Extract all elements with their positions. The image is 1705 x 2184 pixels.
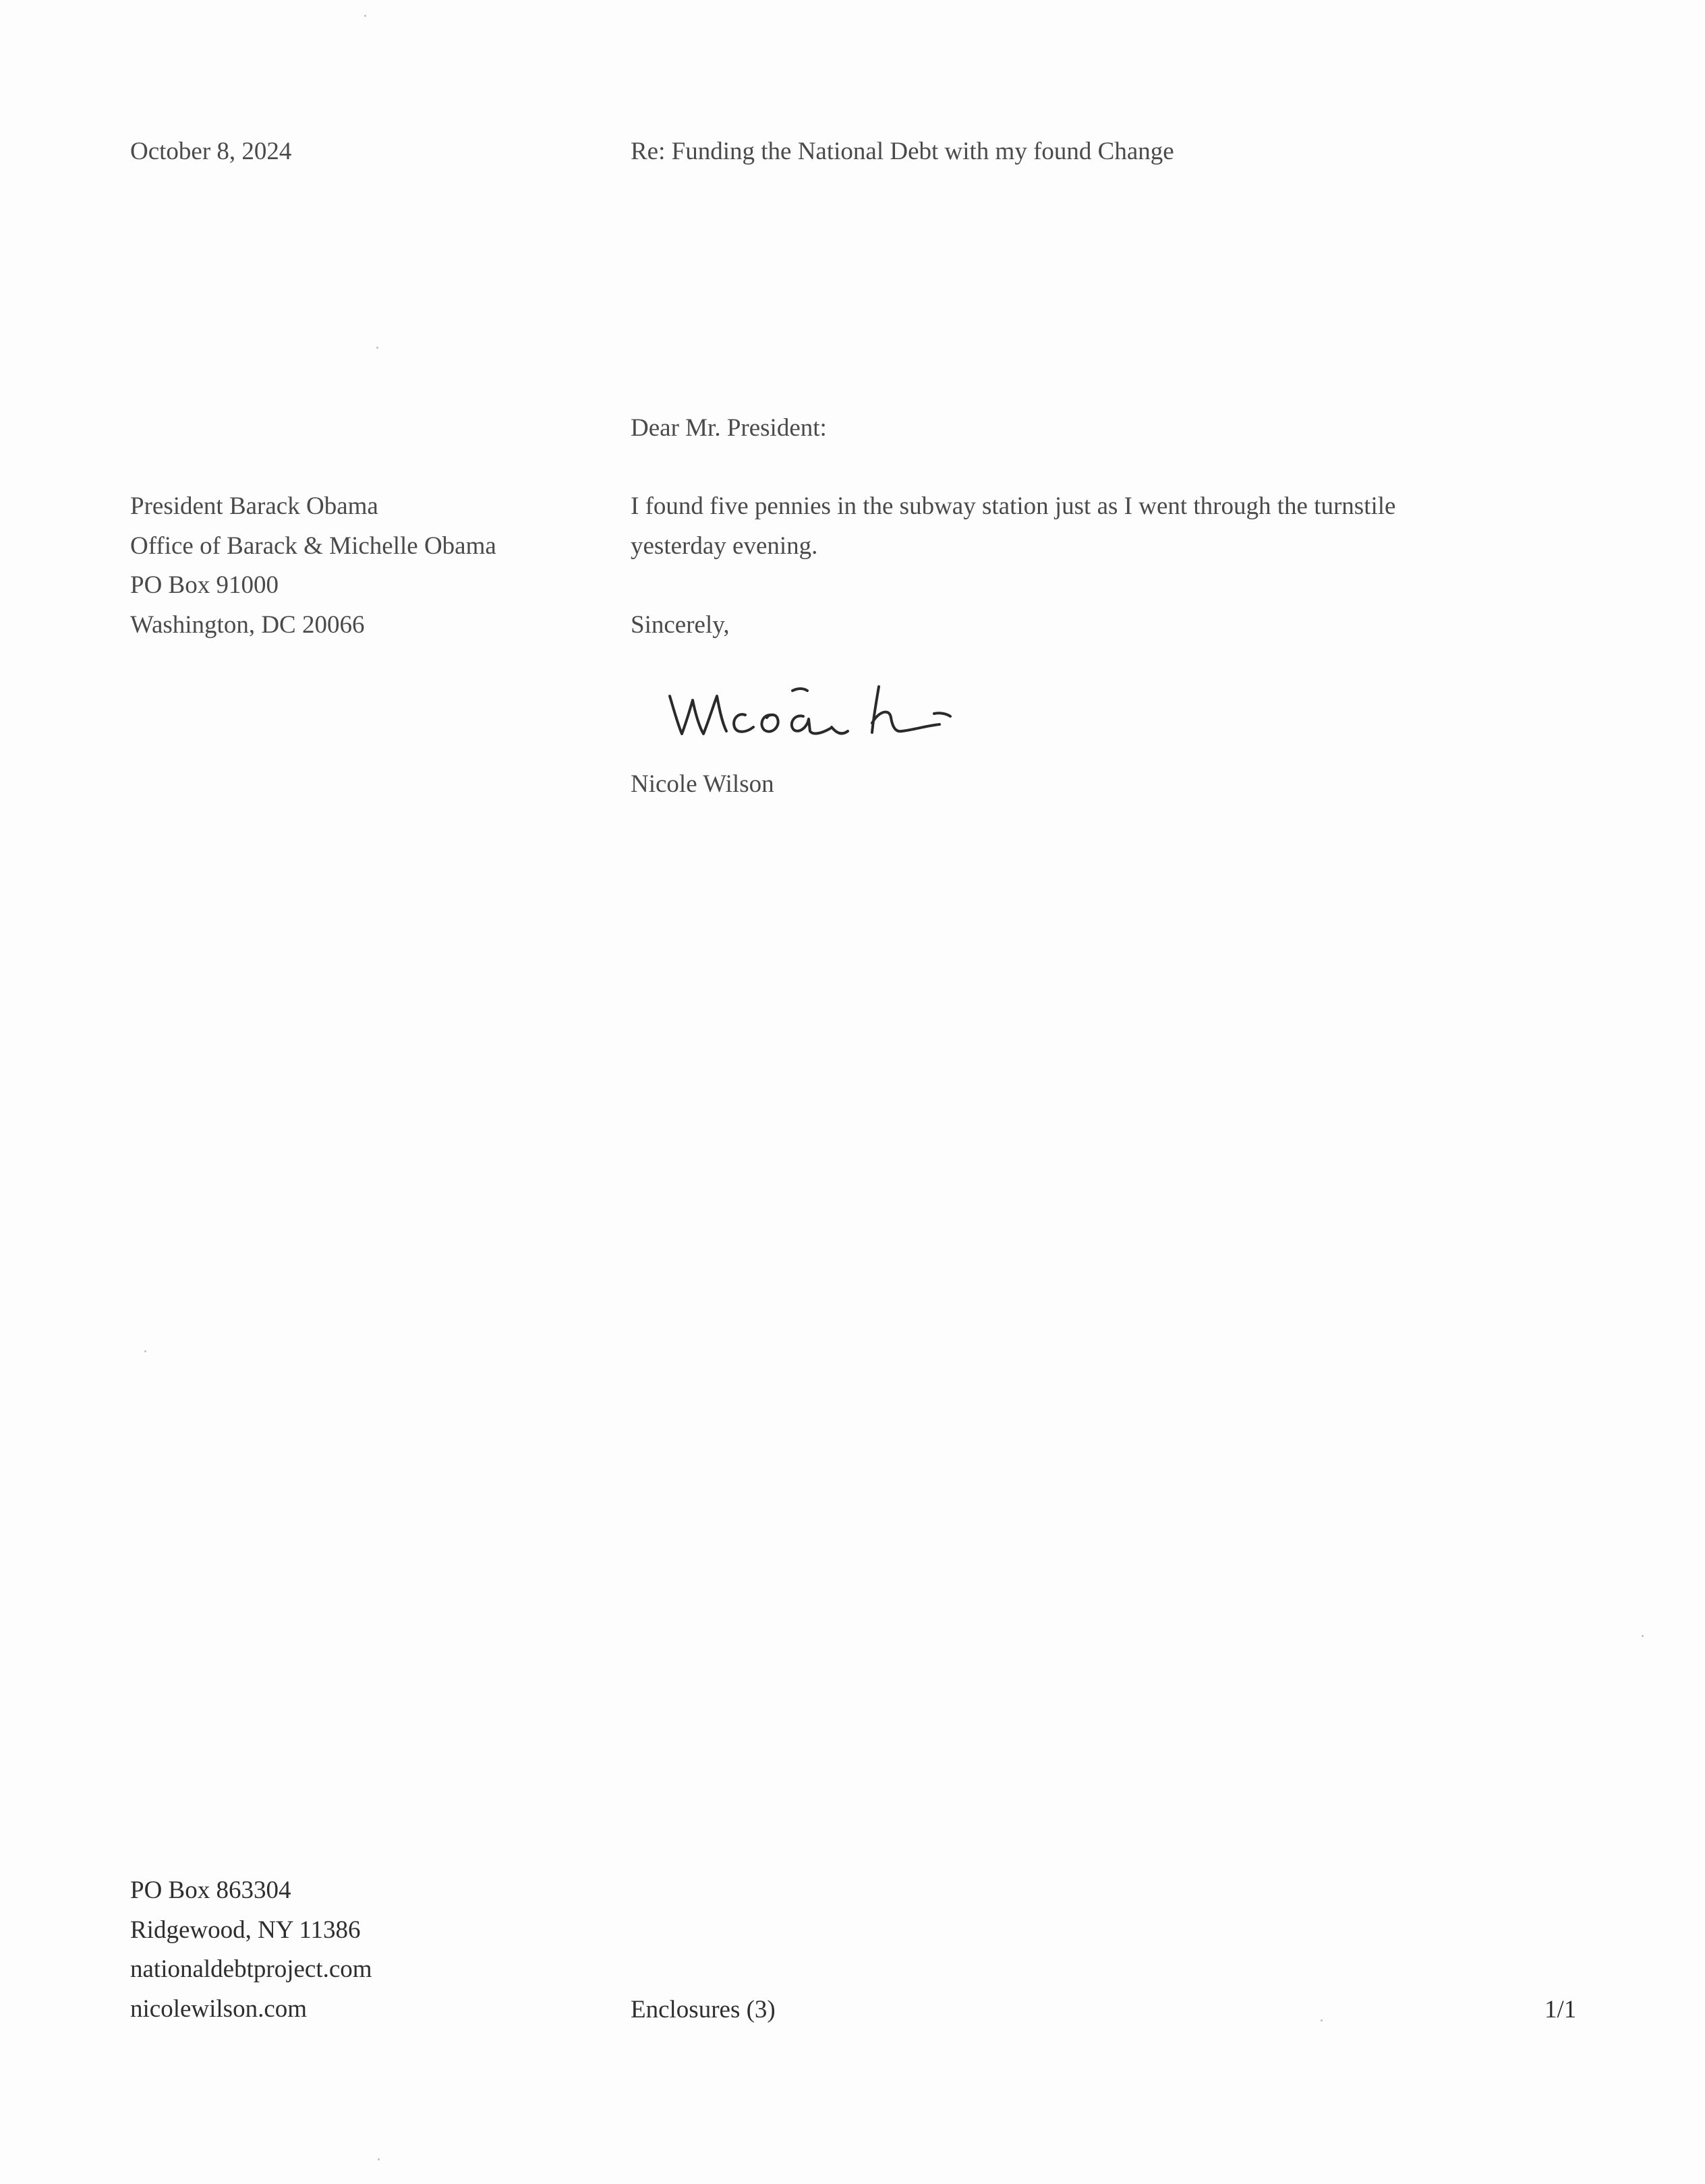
- body-line: I found five pennies in the subway station just as I went through the turnstile: [631, 492, 1396, 520]
- signer-name: Nicole Wilson: [631, 770, 774, 798]
- handwritten-signature-icon: [664, 676, 995, 743]
- sender-website: nationaldebtproject.com: [130, 1955, 372, 1983]
- scan-speck: [1321, 2019, 1323, 2021]
- scan-speck: [376, 347, 378, 349]
- closing: Sincerely,: [631, 611, 730, 639]
- scan-speck: [144, 1350, 146, 1352]
- scan-speck: [378, 2158, 380, 2160]
- sender-line: PO Box 863304: [130, 1876, 291, 1904]
- recipient-line: Washington, DC 20066: [130, 610, 365, 639]
- sender-address: [130, 1871, 372, 2029]
- body-line: yesterday evening.: [631, 531, 818, 560]
- scan-speck: [364, 15, 366, 17]
- recipient-address: [130, 487, 496, 645]
- letter-date: October 8, 2024: [130, 138, 292, 165]
- scan-speck: [1642, 1635, 1644, 1637]
- letter-body: [631, 487, 1395, 566]
- salutation: Dear Mr. President:: [631, 414, 827, 442]
- page-number: 1/1: [1544, 1996, 1577, 2023]
- enclosures-note: Enclosures (3): [631, 1996, 776, 2023]
- recipient-line: PO Box 91000: [130, 571, 279, 599]
- letter-subject: Re: Funding the National Debt with my found Change: [631, 138, 1174, 165]
- recipient-line: President Barack Obama: [130, 492, 378, 520]
- recipient-line: Office of Barack & Michelle Obama: [130, 531, 496, 560]
- sender-website: nicolewilson.com: [130, 1994, 308, 2023]
- sender-line: Ridgewood, NY 11386: [130, 1916, 361, 1944]
